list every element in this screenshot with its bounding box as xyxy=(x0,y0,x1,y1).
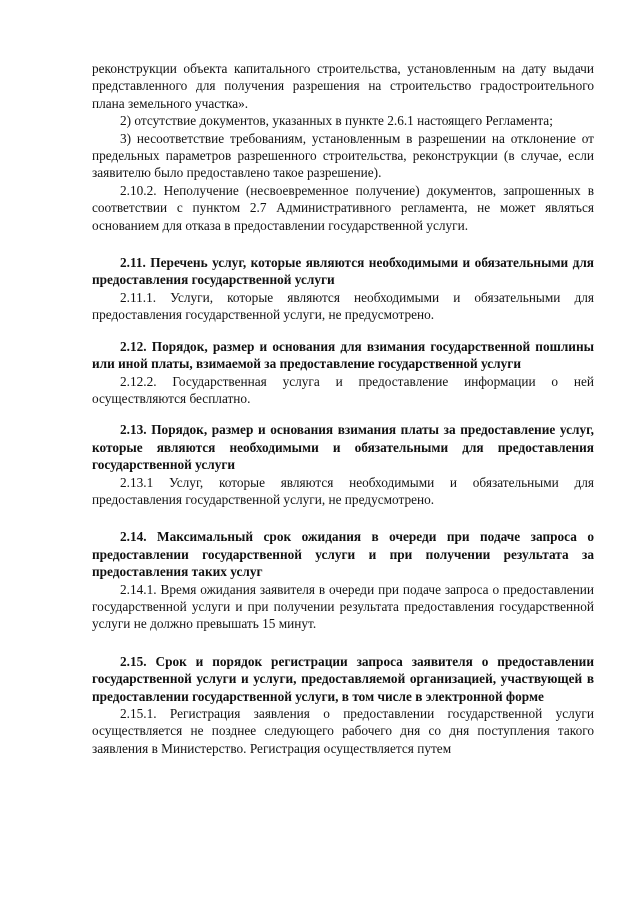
paragraph-item-3: 3) несоответствие требованиям, установленным в разрешении на отклонение от предельных параметров разрешенного строительства, реконструкции (в случае, если заявителю было предоставлено такое разрешение). xyxy=(92,130,594,181)
paragraph-2-14-1: 2.14.1. Время ожидания заявителя в очереди при подаче запроса о предоставлении государственной услуги и при получении результата предоставления государственной услуги не должно превышать 15 минут. xyxy=(92,581,594,632)
paragraph-2-11-1: 2.11.1. Услуги, которые являются необходимыми и обязательными для предоставления государственной услуги, не предусмотрено. xyxy=(92,289,594,323)
paragraph-item-2: 2) отсутствие документов, указанных в пункте 2.6.1 настоящего Регламента; xyxy=(120,113,553,129)
heading-2-15: 2.15. Срок и порядок регистрации запроса заявителя о предоставлении государственной услуги и услуги, предоставляемой организацией, участвующей в предоставлении государственной услуги, в том числе в электронной форме xyxy=(92,653,594,704)
heading-2-13: 2.13. Порядок, размер и основания взимания платы за предоставление услуг, которые являются необходимыми и обязательными для предоставления государственной услуги xyxy=(92,422,594,473)
paragraph-2-15-1: 2.15.1. Регистрация заявления о предоставлении государственной услуги осуществляется не позднее следующего рабочего дня со дня поступления такого заявления в Министерство. Регистрация осуществляется путем xyxy=(92,706,594,756)
paragraph-2-12-2: 2.12.2. Государственная услуга и предоставление информации о ней осуществляются бесплатно. xyxy=(92,373,594,406)
paragraph-2-13-1: 2.13.1 Услуг, которые являются необходимыми и обязательными для предоставления государственной услуги, не предусмотрено. xyxy=(92,474,594,507)
paragraph-continuation: реконструкции объекта капитального строительства, установленным на дату выдачи представленного для получения разрешения на строительство градостроительного плана земельного участка». xyxy=(92,61,594,111)
heading-2-11: 2.11. Перечень услуг, которые являются необходимыми и обязательными для предоставления государственной услуги xyxy=(92,255,594,288)
heading-2-14: 2.14. Максимальный срок ожидания в очереди при подаче запроса о предоставлении государственной услуги и при получении результата за предоставления таких услуг xyxy=(92,529,594,580)
heading-2-12: 2.12. Порядок, размер и основания для взимания государственной пошлины или иной платы, взимаемой за предоставление государственной услуги xyxy=(92,338,594,372)
paragraph-2-10-2: 2.10.2. Неполучение (несвоевременное получение) документов, запрошенных в соответствии с пунктом 2.7 Административного регламента, не может являться основанием для отказа в предоставлении государственной услуги. xyxy=(92,182,594,233)
